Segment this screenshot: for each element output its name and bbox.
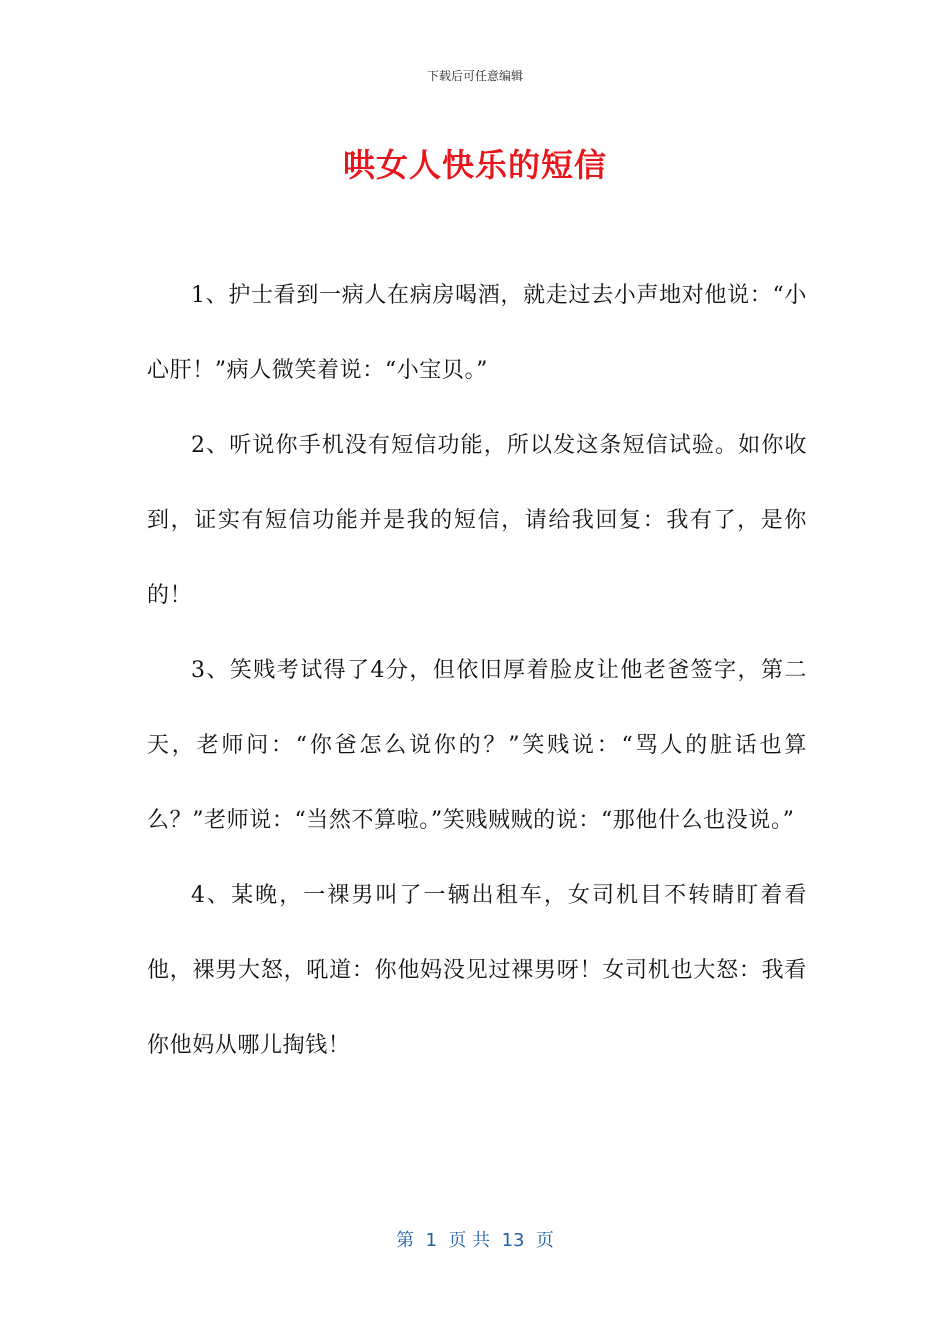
document-body: [147, 258, 807, 1083]
paragraph-4: 4、某晚，一裸男叫了一辆出租车，女司机目不转睛盯着看他，裸男大怒，吼道：你他妈没见过裸男呀！女司机也大怒：我看你他妈从哪儿掏钱！: [147, 883, 807, 1058]
page-number-footer: 第 1 页 共 13 页: [396, 1230, 554, 1251]
page-header-note: 下载后可任意编辑: [426, 69, 523, 83]
paragraph-2: 2、听说你手机没有短信功能，所以发这条短信试验。如你收到，证实有短信功能并是我的短信，请给我回复：我有了，是你的！: [147, 433, 807, 608]
paragraph-3: 3、笑贱考试得了4分，但依旧厚着脸皮让他老爸签字，第二天，老师问：“你爸怎么说你的？”笑贱说：“骂人的脏话也算么？”老师说：“当然不算啦。”笑贱贼贼的说：“那他什么也没说。”: [147, 658, 807, 833]
paragraph-1: 1、护士看到一病人在病房喝酒，就走过去小声地对他说：“小心肝！”病人微笑着说：“小宝贝。”: [147, 283, 807, 383]
document-title: 哄女人快乐的短信: [342, 146, 607, 184]
